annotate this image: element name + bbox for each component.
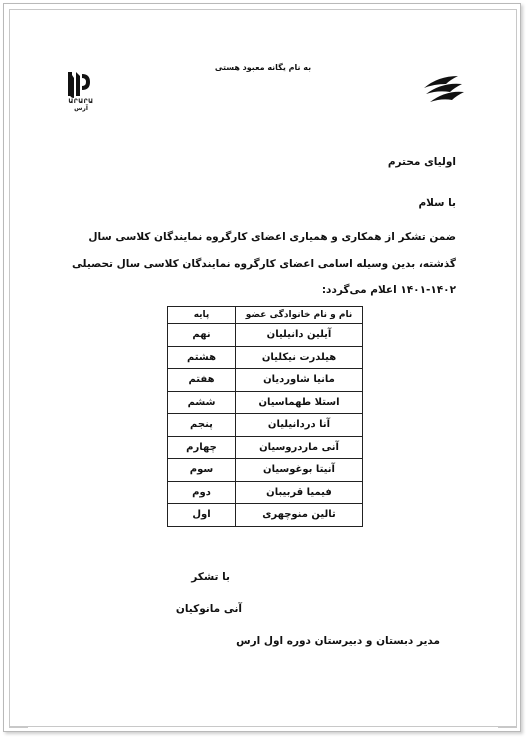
table-header-row bbox=[168, 307, 363, 324]
members-table bbox=[167, 306, 363, 527]
header-grade: پایه bbox=[168, 307, 236, 324]
member-name: آنیتا بوغوسیان bbox=[236, 459, 363, 482]
member-name: آیلین دانیلیان bbox=[236, 324, 363, 347]
member-name: تالین منوچهری bbox=[236, 504, 363, 527]
logo-left-text: ԱՐԱՐԱ bbox=[68, 98, 94, 105]
member-grade: چهارم bbox=[168, 436, 236, 459]
letter-body: ضمن تشکر از همکاری و همیاری اعضای کارگروه نمایندگان کلاسی سال گذشته، بدین وسیله اسامی اعضای کارگروه نمایندگان کلاسی سال تحصیلی ۱۴۰۲-۱۴۰۱ اعلام می‌گردد: bbox=[71, 231, 456, 296]
member-grade: هشتم bbox=[168, 346, 236, 369]
logo-left-subtext: آرس bbox=[74, 105, 88, 112]
member-grade: دوم bbox=[168, 481, 236, 504]
closing-text: با تشکر bbox=[191, 571, 230, 583]
table-row bbox=[168, 414, 363, 437]
table-row bbox=[168, 346, 363, 369]
frame-corner bbox=[498, 9, 517, 28]
member-name: آنی ماردروسیان bbox=[236, 436, 363, 459]
signer-role: مدیر دبستان و دبیرستان دوره اول ارس bbox=[236, 635, 440, 647]
frame-corner bbox=[9, 9, 28, 28]
frame-corner bbox=[9, 709, 28, 728]
table-row bbox=[168, 436, 363, 459]
member-name: هیلدرت نیکلیان bbox=[236, 346, 363, 369]
letter-salutation: با سلام bbox=[418, 197, 456, 209]
member-grade: نهم bbox=[168, 324, 236, 347]
table-row bbox=[168, 481, 363, 504]
organization-emblem-icon bbox=[420, 72, 468, 108]
table-row bbox=[168, 504, 363, 527]
member-grade: سوم bbox=[168, 459, 236, 482]
basmala-heading: به نام یگانه معبود هستی bbox=[214, 63, 312, 72]
frame-corner bbox=[498, 709, 517, 728]
table-row bbox=[168, 369, 363, 392]
member-grade: پنجم bbox=[168, 414, 236, 437]
member-grade: هفتم bbox=[168, 369, 236, 392]
header-name: نام و نام خانوادگی عضو bbox=[236, 307, 363, 324]
member-grade: ششم bbox=[168, 391, 236, 414]
signer-name: آنی مانوکیان bbox=[175, 603, 242, 615]
table-row bbox=[168, 391, 363, 414]
member-name: آنا دردانیلیان bbox=[236, 414, 363, 437]
member-grade: اول bbox=[168, 504, 236, 527]
logo-left-caption bbox=[64, 98, 98, 112]
member-name: فیمیا قربیبان bbox=[236, 481, 363, 504]
table-row bbox=[168, 324, 363, 347]
member-name: استلا طهماسیان bbox=[236, 391, 363, 414]
member-name: مانیا شاوردیان bbox=[236, 369, 363, 392]
table-row bbox=[168, 459, 363, 482]
letter-greeting: اولیای محترم bbox=[387, 156, 456, 168]
